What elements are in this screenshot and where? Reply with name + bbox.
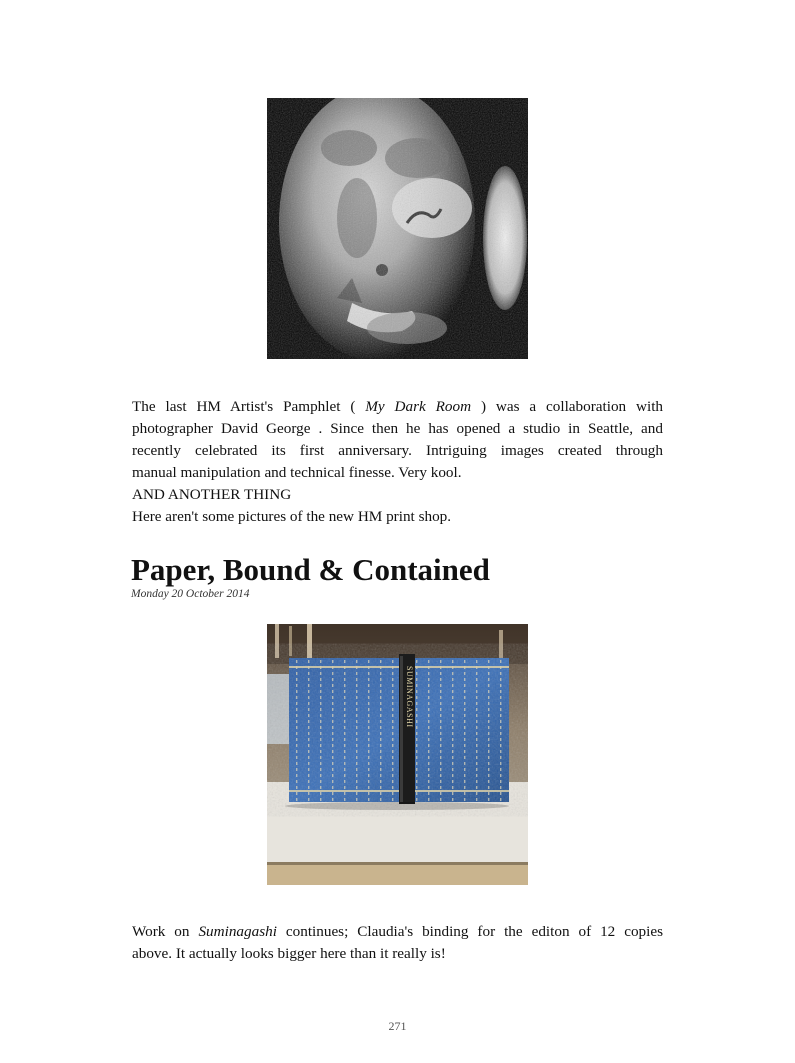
spine-lettering: SUMINAGASHI <box>405 666 414 728</box>
book-title: Suminagashi <box>198 923 277 940</box>
post2-paragraph <box>132 921 663 965</box>
post-title[interactable]: Paper, Bound & Contained <box>131 552 490 587</box>
post1-text-2b: . Since then he has opened a studio in Seattle, and <box>318 420 663 437</box>
page-number: 271 <box>388 1019 407 1033</box>
post2-text-1b: continues; Claudia's binding for the editon of 12 copies <box>285 923 664 940</box>
post2-text-1a: Work on <box>132 923 190 940</box>
another-thing-heading: AND ANOTHER THING <box>132 486 292 503</box>
pamphlet-title: My Dark Room <box>365 398 472 415</box>
print-shop-link[interactable]: Here aren't some pictures of the new HM print shop. <box>132 508 452 525</box>
post1-text-1a: The last HM Artist's Pamphlet ( <box>132 398 356 415</box>
dark-room-photo <box>267 98 528 359</box>
suminagashi-book-photo <box>267 624 528 885</box>
david-george-link[interactable]: David George <box>220 420 311 437</box>
post2-line-1 <box>132 921 663 943</box>
post1-line-2 <box>132 418 663 440</box>
post1-paragraph <box>132 396 663 484</box>
post1-line-1 <box>132 396 663 418</box>
post1-line-4: manual manipulation and technical finesse. Very kool. <box>132 464 462 481</box>
post-date: Monday 20 October 2014 <box>131 588 250 600</box>
post1-text-1b: ) was a collaboration with <box>480 398 664 415</box>
post2-line-2: above. It actually looks bigger here than it really is! <box>132 945 446 962</box>
post1-line-3: recently celebrated its first anniversary. Intriguing images created through <box>132 442 663 459</box>
post1-text-2a: photographer <box>132 420 213 437</box>
